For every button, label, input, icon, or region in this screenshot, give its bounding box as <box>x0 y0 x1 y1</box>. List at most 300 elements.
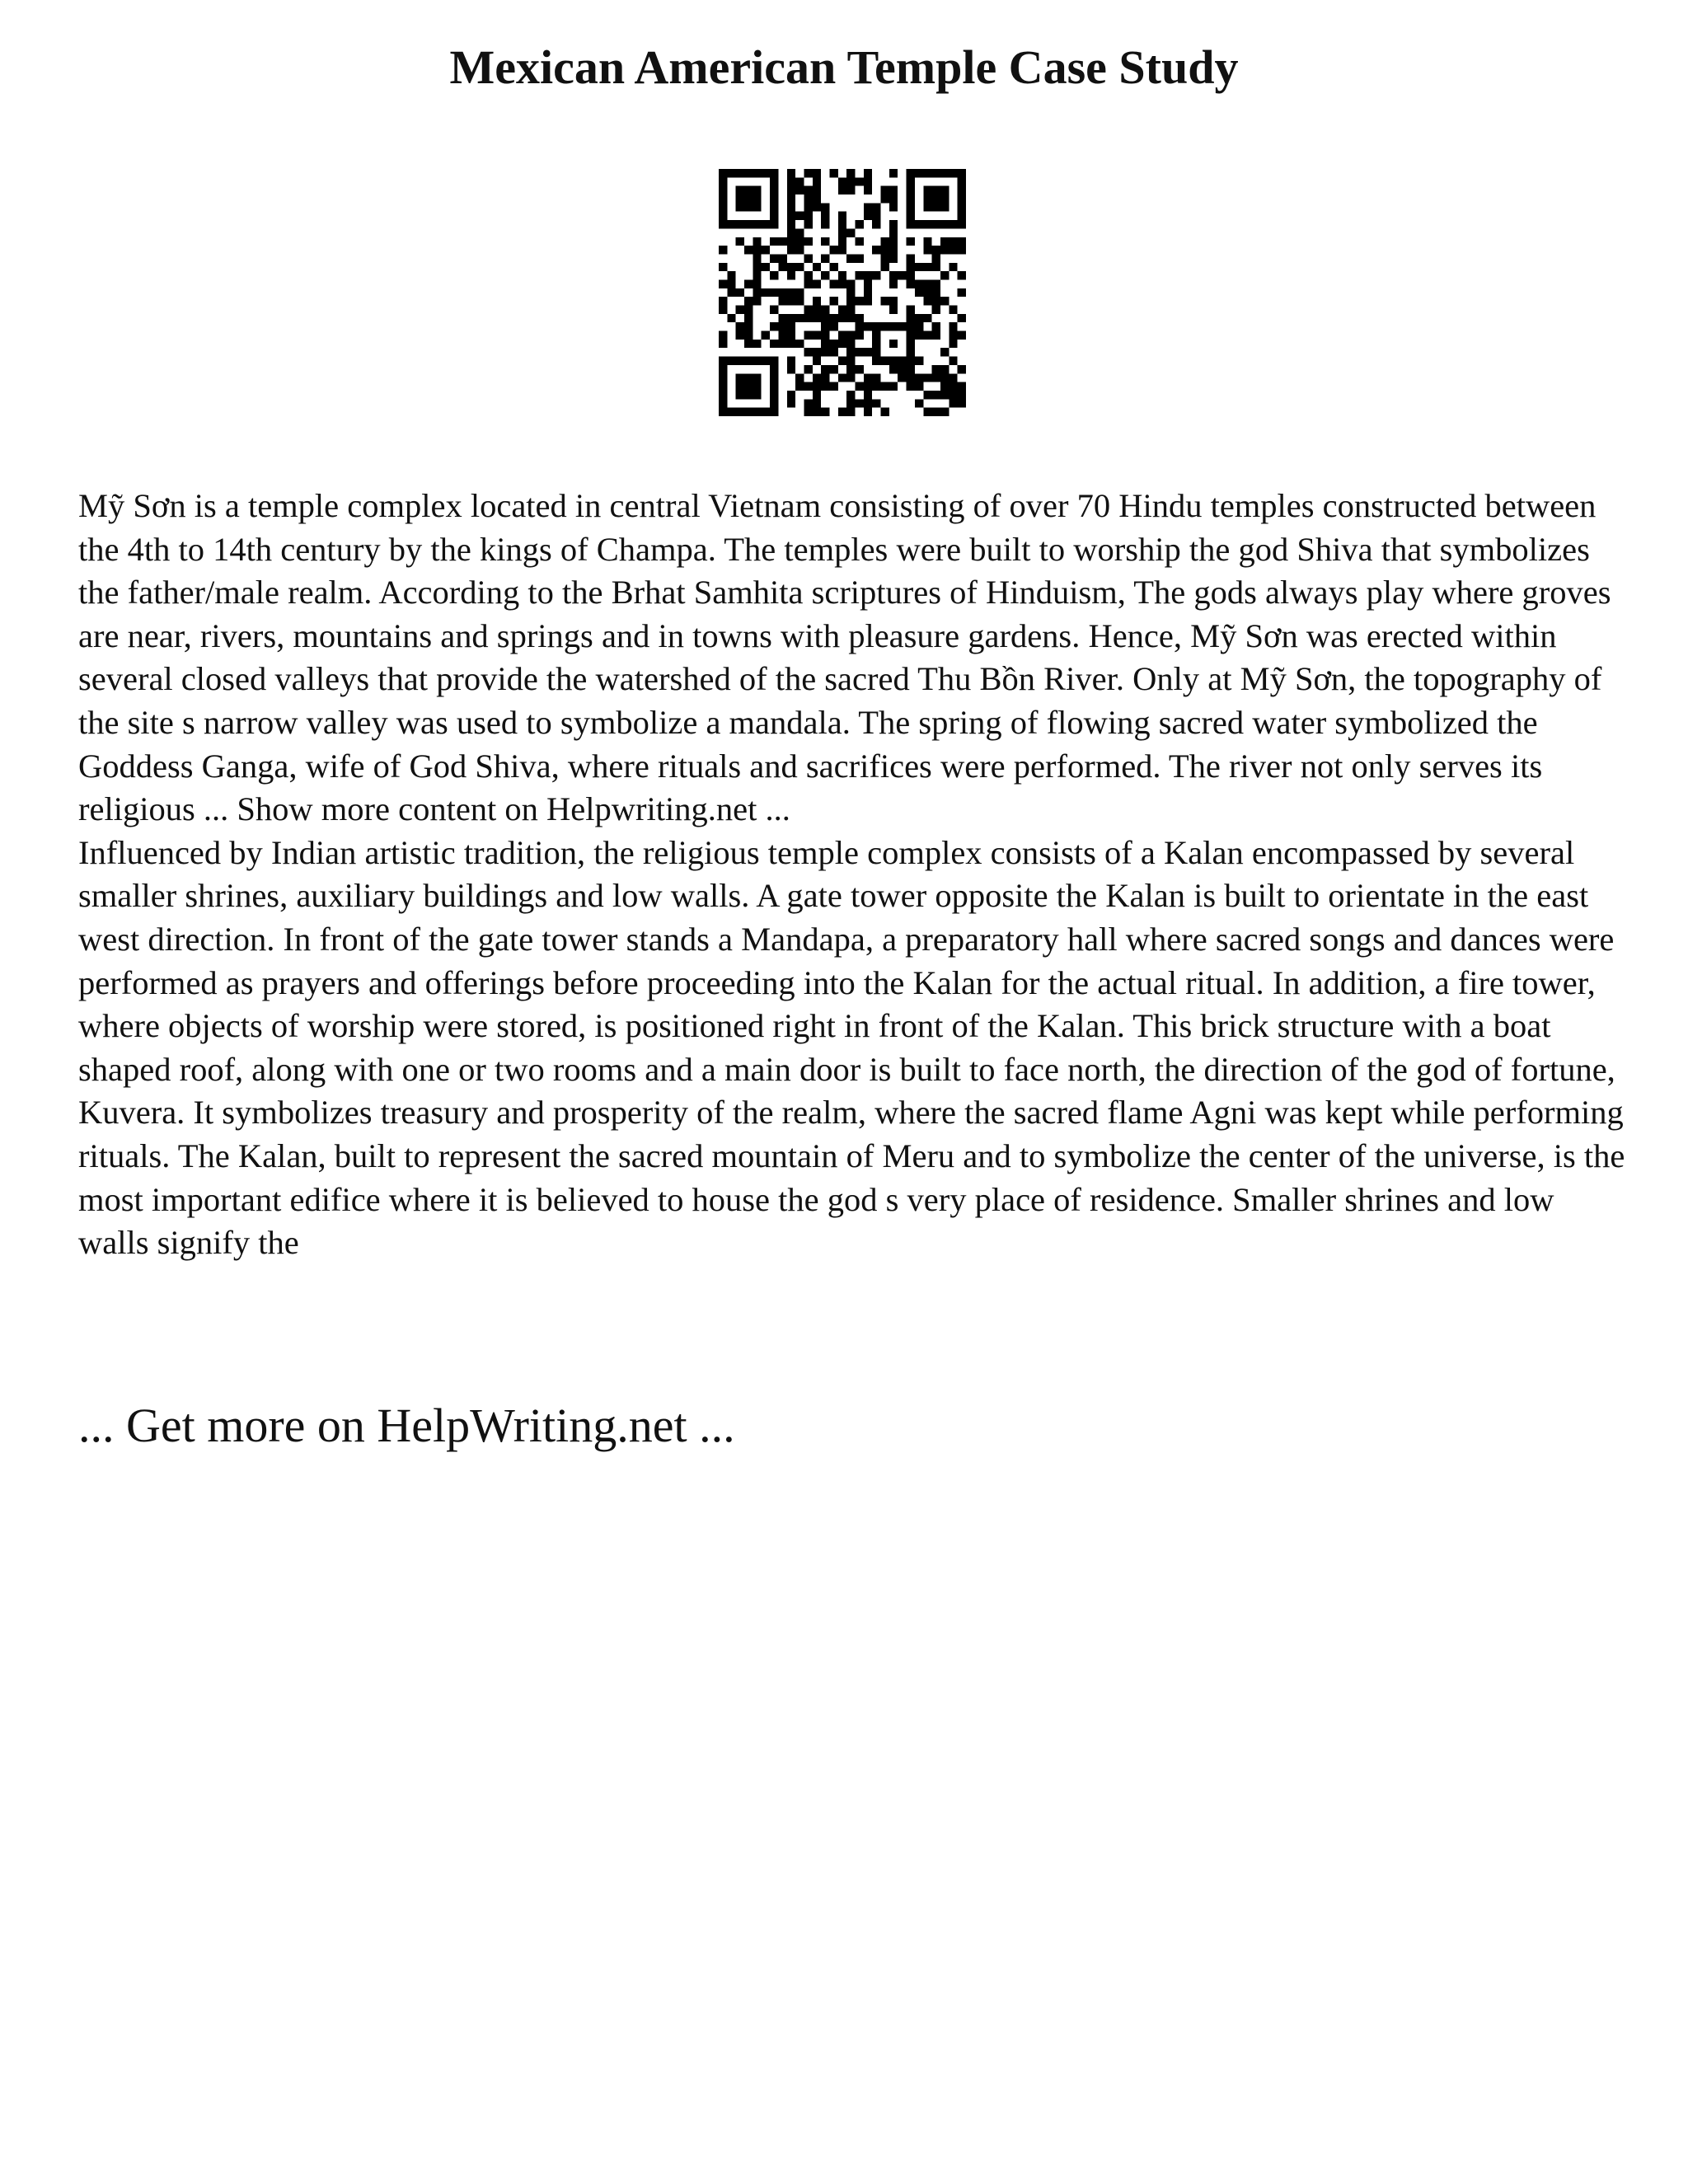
qr-module <box>958 237 966 246</box>
qr-module <box>949 373 957 382</box>
qr-module <box>872 348 880 356</box>
qr-module <box>881 357 889 365</box>
qr-module <box>846 228 855 237</box>
qr-module <box>846 186 855 194</box>
qr-module <box>744 203 753 211</box>
qr-module <box>804 408 812 416</box>
qr-module <box>829 279 837 288</box>
qr-module <box>864 212 872 220</box>
qr-module <box>719 306 727 314</box>
qr-module <box>770 357 778 365</box>
qr-module <box>753 288 761 297</box>
qr-module <box>795 186 804 194</box>
qr-module <box>898 271 906 279</box>
qr-module <box>753 373 761 382</box>
qr-module <box>907 279 915 288</box>
qr-module <box>940 348 949 356</box>
qr-module <box>813 203 821 211</box>
qr-module <box>804 279 812 288</box>
qr-module <box>872 382 880 391</box>
qr-module <box>907 348 915 356</box>
qr-module <box>864 203 872 211</box>
qr-module <box>744 220 753 228</box>
qr-module <box>932 322 940 330</box>
qr-module <box>787 314 795 322</box>
qr-module <box>813 263 821 271</box>
qr-module <box>829 246 837 254</box>
paragraph-1: Mỹ Sơn is a temple complex located in central Vietnam consisting of over 70 Hindu temples constructed between the 4th to 14th century by the kings of Champa. The temples were built to worship the god Shiva that symbolizes the father/male realm. According to the Brhat Samhita scriptures of Hinduism, The gods always play where groves are near, rivers, mountains and springs and in towns with pleasure gardens. Hence, Mỹ Sơn was erected within several closed valleys that provide the watershed of the sacred Thu Bồn River. Only at Mỹ Sơn, the topography of the site s narrow valley was used to symbolize a mandala. The spring of flowing sacred water symbolized the Goddess Ganga, wife of God Shiva, where rituals and sacrifices were performed. The river not only serves its religious ... Show more content on Helpwriting.net ... <box>78 487 1611 828</box>
qr-module <box>881 297 889 305</box>
qr-module <box>907 169 915 177</box>
qr-module <box>932 263 940 271</box>
qr-module <box>813 357 821 365</box>
qr-module <box>736 382 744 391</box>
qr-module <box>753 391 761 399</box>
qr-module <box>753 340 761 348</box>
qr-module <box>719 194 727 203</box>
qr-module <box>753 271 761 279</box>
qr-module <box>813 331 821 340</box>
qr-module <box>787 228 795 237</box>
qr-module <box>719 331 727 340</box>
qr-module <box>923 288 931 297</box>
qr-module <box>736 220 744 228</box>
qr-module <box>795 177 804 185</box>
qr-module <box>932 365 940 373</box>
qr-module <box>864 279 872 288</box>
qr-module <box>958 212 966 220</box>
qr-module <box>770 237 778 246</box>
qr-module <box>915 382 923 391</box>
qr-module <box>958 399 966 407</box>
qr-module <box>915 288 923 297</box>
qr-module <box>813 279 821 288</box>
qr-module <box>753 254 761 262</box>
qr-module <box>770 306 778 314</box>
qr-module <box>923 263 931 271</box>
qr-module <box>804 399 812 407</box>
qr-module <box>719 177 727 185</box>
qr-module <box>881 322 889 330</box>
qr-module <box>949 382 957 391</box>
qr-module <box>907 203 915 211</box>
qr-module <box>958 203 966 211</box>
qr-module <box>821 331 829 340</box>
qr-module <box>907 271 915 279</box>
qr-module <box>813 408 821 416</box>
qr-module <box>736 357 744 365</box>
qr-module <box>787 212 795 220</box>
qr-module <box>770 373 778 382</box>
qr-module <box>770 220 778 228</box>
qr-module <box>719 373 727 382</box>
qr-module <box>872 357 880 365</box>
qr-module <box>889 228 898 237</box>
qr-module <box>932 391 940 399</box>
qr-module <box>958 391 966 399</box>
qr-module <box>778 331 786 340</box>
qr-module <box>736 331 744 340</box>
qr-module <box>787 194 795 203</box>
qr-module <box>889 169 898 177</box>
qr-module <box>958 194 966 203</box>
qr-module <box>923 169 931 177</box>
qr-code-icon <box>719 169 966 416</box>
qr-module <box>949 306 957 314</box>
qr-module <box>744 246 753 254</box>
qr-module <box>795 237 804 246</box>
qr-module <box>958 382 966 391</box>
qr-module <box>856 314 864 322</box>
qr-module <box>949 331 957 340</box>
qr-module <box>856 331 864 340</box>
qr-module <box>838 220 846 228</box>
qr-module <box>856 365 864 373</box>
qr-module <box>804 306 812 314</box>
qr-module <box>838 373 846 382</box>
qr-module <box>940 297 949 305</box>
qr-module <box>940 382 949 391</box>
qr-module <box>932 169 940 177</box>
qr-module <box>846 399 855 407</box>
qr-module <box>881 246 889 254</box>
qr-module <box>864 408 872 416</box>
qr-module <box>829 297 837 305</box>
qr-module <box>889 186 898 194</box>
qr-module <box>872 373 880 382</box>
qr-module <box>770 408 778 416</box>
qr-module <box>898 322 906 330</box>
qr-module <box>940 271 949 279</box>
qr-module <box>940 373 949 382</box>
qr-module <box>787 271 795 279</box>
qr-module <box>940 237 949 246</box>
qr-module <box>958 186 966 194</box>
qr-module <box>958 331 966 340</box>
qr-module <box>838 340 846 348</box>
qr-module <box>719 297 727 305</box>
qr-module <box>949 391 957 399</box>
qr-module <box>821 203 829 211</box>
qr-module <box>889 382 898 391</box>
qr-module <box>770 177 778 185</box>
qr-module <box>762 263 770 271</box>
qr-module <box>753 220 761 228</box>
qr-module <box>907 212 915 220</box>
qr-module <box>856 271 864 279</box>
qr-module <box>838 279 846 288</box>
qr-module <box>813 306 821 314</box>
qr-module <box>856 220 864 228</box>
qr-module <box>864 382 872 391</box>
qr-module <box>727 271 735 279</box>
qr-module <box>744 186 753 194</box>
qr-module <box>923 186 931 194</box>
qr-module <box>787 391 795 399</box>
qr-module <box>813 348 821 356</box>
qr-module <box>821 271 829 279</box>
qr-module <box>838 314 846 322</box>
qr-module <box>923 279 931 288</box>
qr-module <box>846 254 855 262</box>
qr-module <box>915 357 923 365</box>
qr-module <box>727 314 735 322</box>
qr-module <box>787 340 795 348</box>
qr-module <box>778 322 786 330</box>
page-title: Mexican American Temple Case Study <box>449 40 1239 94</box>
qr-module <box>856 348 864 356</box>
qr-module <box>864 186 872 194</box>
qr-module <box>744 314 753 322</box>
qr-module <box>889 279 898 288</box>
qr-module <box>856 237 864 246</box>
qr-module <box>940 246 949 254</box>
qr-module <box>907 177 915 185</box>
qr-module <box>907 314 915 322</box>
qr-module <box>787 322 795 330</box>
qr-module <box>864 297 872 305</box>
qr-module <box>915 399 923 407</box>
qr-module <box>907 194 915 203</box>
qr-module <box>864 399 872 407</box>
qr-module <box>736 306 744 314</box>
qr-module <box>744 408 753 416</box>
qr-module <box>787 203 795 211</box>
qr-module <box>829 348 837 356</box>
qr-module <box>949 340 957 348</box>
qr-module <box>949 322 957 330</box>
qr-module <box>958 288 966 297</box>
qr-module <box>889 220 898 228</box>
qr-module <box>915 263 923 271</box>
qr-module <box>821 340 829 348</box>
qr-module <box>804 237 812 246</box>
qr-module <box>795 297 804 305</box>
qr-module <box>907 357 915 365</box>
qr-module <box>881 382 889 391</box>
qr-module <box>736 391 744 399</box>
qr-module <box>744 331 753 340</box>
qr-module <box>770 169 778 177</box>
qr-module <box>719 186 727 194</box>
qr-module <box>846 331 855 340</box>
qr-module <box>932 186 940 194</box>
qr-module <box>736 322 744 330</box>
qr-module <box>821 254 829 262</box>
qr-module <box>838 186 846 194</box>
qr-module <box>940 220 949 228</box>
qr-module <box>753 357 761 365</box>
qr-module <box>736 373 744 382</box>
qr-module <box>727 220 735 228</box>
qr-module <box>889 322 898 330</box>
qr-module <box>949 237 957 246</box>
qr-module <box>829 340 837 348</box>
qr-module <box>813 177 821 185</box>
qr-module <box>864 373 872 382</box>
qr-module <box>770 288 778 297</box>
qr-module <box>958 169 966 177</box>
qr-module <box>736 186 744 194</box>
qr-module <box>915 169 923 177</box>
qr-module <box>864 348 872 356</box>
qr-module <box>889 194 898 203</box>
qr-module <box>940 203 949 211</box>
qr-module <box>932 331 940 340</box>
qr-module <box>753 246 761 254</box>
qr-module <box>719 169 727 177</box>
qr-module <box>940 186 949 194</box>
qr-module <box>889 237 898 246</box>
qr-module <box>889 365 898 373</box>
qr-module <box>719 340 727 348</box>
article-body <box>78 485 1628 1265</box>
qr-module <box>907 254 915 262</box>
qr-module <box>744 322 753 330</box>
qr-module <box>770 186 778 194</box>
qr-module <box>932 408 940 416</box>
qr-module <box>856 177 864 185</box>
qr-module <box>795 212 804 220</box>
qr-module <box>949 263 957 271</box>
qr-module <box>727 357 735 365</box>
qr-module <box>770 391 778 399</box>
qr-module <box>719 246 727 254</box>
qr-module <box>744 382 753 391</box>
qr-module <box>753 279 761 288</box>
qr-module <box>907 263 915 271</box>
qr-module <box>804 271 812 279</box>
qr-module <box>813 169 821 177</box>
qr-module <box>813 382 821 391</box>
qr-module <box>787 246 795 254</box>
get-more-link[interactable]: ... Get more on HelpWriting.net ... <box>78 1399 735 1452</box>
qr-module <box>881 194 889 203</box>
qr-module <box>719 220 727 228</box>
qr-module <box>881 254 889 262</box>
qr-module <box>795 340 804 348</box>
qr-module <box>813 373 821 382</box>
qr-module <box>949 169 957 177</box>
qr-module <box>932 194 940 203</box>
qr-module <box>846 279 855 288</box>
qr-module <box>770 322 778 330</box>
qr-module <box>744 357 753 365</box>
qr-module <box>907 382 915 391</box>
qr-module <box>813 194 821 203</box>
qr-module <box>829 169 837 177</box>
qr-module <box>744 306 753 314</box>
qr-module <box>804 212 812 220</box>
qr-module <box>753 203 761 211</box>
qr-module <box>923 194 931 203</box>
qr-module <box>872 212 880 220</box>
qr-module <box>838 306 846 314</box>
qr-module <box>872 399 880 407</box>
qr-module <box>923 314 931 322</box>
qr-module <box>846 169 855 177</box>
qr-module <box>719 399 727 407</box>
qr-module <box>958 271 966 279</box>
qr-module <box>719 263 727 271</box>
qr-module <box>821 237 829 246</box>
qr-module <box>907 331 915 340</box>
qr-module <box>864 271 872 279</box>
qr-module <box>719 357 727 365</box>
qr-module <box>856 254 864 262</box>
qr-module <box>907 186 915 194</box>
qr-module <box>736 288 744 297</box>
qr-module <box>821 220 829 228</box>
qr-module <box>736 169 744 177</box>
qr-module <box>813 391 821 399</box>
qr-module <box>889 271 898 279</box>
qr-module <box>804 348 812 356</box>
qr-module <box>846 297 855 305</box>
qr-module <box>778 288 786 297</box>
qr-module <box>778 263 786 271</box>
qr-module <box>821 314 829 322</box>
qr-module <box>915 314 923 322</box>
qr-module <box>787 220 795 228</box>
qr-module <box>838 357 846 365</box>
qr-module <box>762 246 770 254</box>
qr-module <box>856 297 864 305</box>
qr-module <box>821 322 829 330</box>
qr-module <box>907 322 915 330</box>
qr-module <box>770 212 778 220</box>
qr-module <box>846 314 855 322</box>
qr-module <box>864 288 872 297</box>
qr-module <box>923 331 931 340</box>
qr-module <box>813 297 821 305</box>
qr-module <box>719 365 727 373</box>
qr-module <box>915 331 923 340</box>
qr-module <box>881 263 889 271</box>
qr-module <box>923 237 931 246</box>
qr-module <box>736 203 744 211</box>
qr-module <box>744 194 753 203</box>
qr-module <box>804 169 812 177</box>
qr-module <box>762 331 770 340</box>
qr-module <box>889 357 898 365</box>
qr-module <box>881 186 889 194</box>
qr-module <box>915 322 923 330</box>
qr-module <box>804 254 812 262</box>
qr-module <box>838 246 846 254</box>
qr-module <box>846 348 855 356</box>
qr-module <box>864 322 872 330</box>
qr-module <box>940 408 949 416</box>
qr-module <box>804 365 812 373</box>
qr-module <box>923 373 931 382</box>
qr-module <box>813 399 821 407</box>
qr-module <box>864 177 872 185</box>
qr-module <box>915 220 923 228</box>
qr-module <box>787 288 795 297</box>
qr-module <box>787 365 795 373</box>
qr-module <box>813 186 821 194</box>
qr-module <box>846 306 855 314</box>
qr-module <box>744 279 753 288</box>
qr-module <box>829 314 837 322</box>
qr-module <box>829 382 837 391</box>
qr-module <box>856 322 864 330</box>
qr-module <box>940 194 949 203</box>
qr-module <box>787 399 795 407</box>
qr-module <box>923 391 931 399</box>
qr-module <box>829 322 837 330</box>
